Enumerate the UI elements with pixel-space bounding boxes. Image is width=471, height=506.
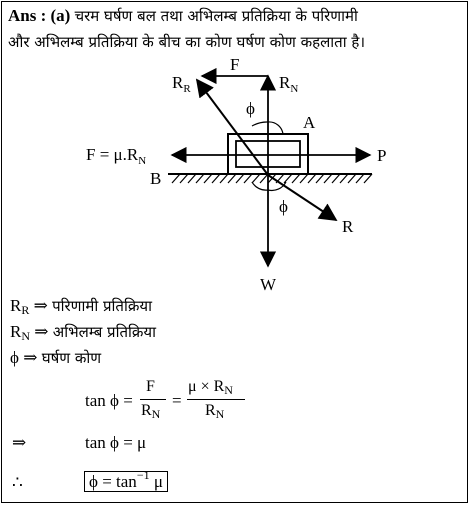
equation-3-rhs: μ — [153, 472, 163, 491]
equation-1-den2-sub: N — [215, 407, 225, 421]
equation-1-num2-main: μ × R — [188, 378, 225, 395]
therefore-symbol: ∴ — [12, 473, 23, 492]
label-w: W — [260, 275, 277, 294]
label-f-left — [86, 145, 146, 167]
legend-rn-arrow: ⇒ — [34, 322, 49, 341]
angle-arc-top-2 — [268, 122, 283, 134]
legend-phi-arrow: ⇒ — [23, 348, 38, 367]
legend-phi — [10, 348, 101, 368]
equation-1-den2 — [205, 402, 224, 422]
equation-1-equals: = — [172, 391, 182, 410]
answer-text-1: चरम घर्षण बल तथा अभिलम्ब प्रतिक्रिया के परिणामी — [74, 7, 358, 25]
equation-1-num1: F — [146, 378, 155, 395]
equation-1-num2 — [188, 378, 233, 398]
legend-rn — [10, 322, 156, 344]
label-rr — [172, 73, 191, 95]
equation-1-den2-main: R — [205, 402, 216, 419]
legend-rr — [10, 296, 152, 318]
label-f-top: F — [230, 55, 240, 74]
label-rn-main: R — [279, 73, 291, 92]
label-rn-sub: N — [290, 83, 299, 95]
label-rr-sub: R — [183, 83, 191, 95]
legend-rn-symbol: R — [10, 322, 22, 341]
legend-phi-symbol: ϕ — [10, 348, 19, 367]
angle-arc-bottom — [268, 182, 286, 190]
angle-arc-bottom-2 — [252, 182, 268, 190]
legend-phi-desc: घर्षण कोण — [41, 349, 102, 367]
resultant-reaction-arrow — [197, 80, 268, 175]
equation-3-box — [84, 468, 168, 492]
label-r: R — [342, 217, 354, 236]
answer-line-2: और अभिलम्ब प्रतिक्रिया के बीच का कोण घर्षण कोण कहलाता है। — [8, 33, 366, 51]
label-rr-main: R — [172, 73, 184, 92]
angle-arc-top — [252, 122, 268, 126]
equation-1-den1 — [141, 402, 160, 422]
legend-rn-sub: N — [21, 329, 31, 343]
label-f-left-sub: N — [138, 155, 147, 167]
equation-2: tan ϕ = μ — [85, 433, 147, 452]
equation-3-lhs: ϕ = tan — [89, 472, 137, 491]
equation-1-den1-main: R — [141, 402, 152, 419]
answer-prefix: Ans : (a) — [8, 6, 71, 25]
legend-rr-desc: परिणामी प्रतिक्रिया — [52, 297, 152, 315]
label-phi-top: ϕ — [246, 99, 255, 118]
implies-symbol: ⇒ — [12, 433, 27, 452]
label-phi-bottom: ϕ — [279, 197, 288, 216]
label-b: B — [150, 169, 162, 188]
equation-1-num2-sub: N — [224, 383, 233, 397]
legend-rr-arrow: ⇒ — [33, 296, 48, 315]
label-a: A — [303, 113, 316, 132]
legend-rr-symbol: R — [10, 296, 22, 315]
equation-1-fraction-bar-2 — [187, 399, 245, 400]
label-f-left-main: F = μ.R — [86, 145, 139, 164]
equation-1-fraction-bar-1 — [140, 399, 166, 400]
equation-1-den1-sub: N — [151, 407, 161, 421]
legend-rr-sub: R — [21, 303, 30, 317]
label-rn — [279, 73, 298, 95]
legend-rn-desc: अभिलम्ब प्रतिक्रिया — [52, 323, 156, 341]
label-p: P — [377, 146, 387, 165]
equation-3 — [84, 468, 168, 492]
answer-line-1 — [8, 6, 358, 26]
equation-1-lhs: tan ϕ = — [85, 391, 133, 410]
equation-3-sup: −1 — [136, 468, 150, 482]
